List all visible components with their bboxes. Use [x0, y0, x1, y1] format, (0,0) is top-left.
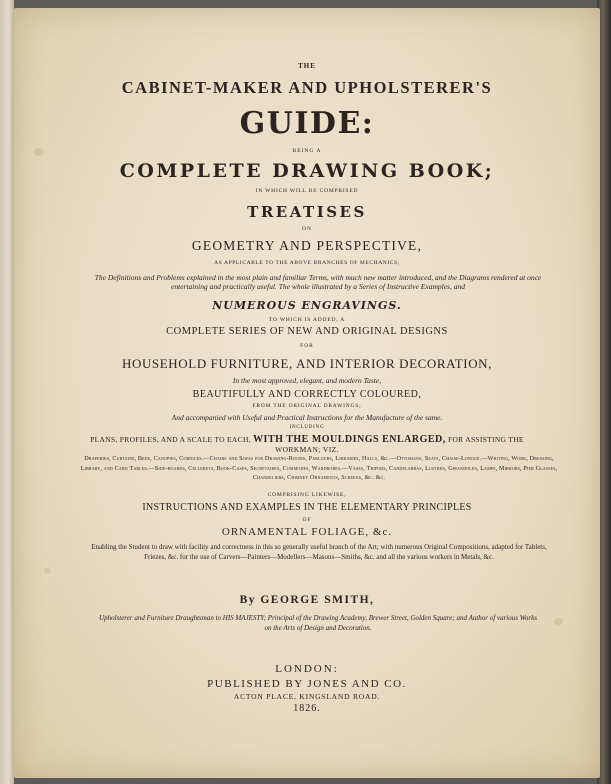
foxing-spot — [554, 618, 563, 625]
beautifully-heading: BEAUTIFULLY AND CORRECTLY COLOURED, — [192, 389, 422, 400]
geometry-heading: GEOMETRY AND PERSPECTIVE, — [191, 238, 423, 253]
draperies-paragraph: Draperies, Curtains, Beds, Canopies, Cornices.—Chairs and Sofas for Drawing-Rooms, Parlours, Libraries, Halls, &c.—Ottomans, Seats, Chaise-Longue.—Writing, Work, Dressing, Library, and Card Tables.—Side-boards, Cellerets, Book-Cases, Secretaires, Commodes, Wardrobes.—Vases, Tripods, Candelabras, Lustres, Girandoles, Lamps, Mirrors, Pier Glasses, Chandeliers, Chimney Ornaments, Screens, &c. &c. — [80, 455, 558, 481]
applicable-line: AS APPLICABLE TO THE ABOVE BRANCHES OF MECHANICS; — [214, 260, 400, 266]
guide-heading: GUIDE: — [239, 106, 375, 141]
definitions-paragraph: The Definitions and Problems explained in the most plain and familiar Terms, with much new matter introduced, and the Diagrams rendered at once entertaining and practically useful. The whole illustrated by a Series of Instructive Examples, and — [94, 273, 542, 291]
most-approved-line: In the most approved, elegant, and modern Taste, — [232, 376, 382, 385]
from-original-line: FROM THE ORIGINAL DRAWINGS; — [252, 403, 362, 409]
of-line: OF — [302, 517, 312, 523]
title-page — [14, 8, 600, 778]
instructions-heading: INSTRUCTIONS AND EXAMPLES IN THE ELEMENTARY PRINCIPLES — [142, 502, 472, 513]
to-which-line: TO WHICH IS ADDED, A — [268, 317, 346, 323]
foxing-spot — [44, 568, 51, 574]
enabling-paragraph: Enabling the Student to draw with facility and correctness in this so generally useful branch of the Art; with numerous Original Compositions, adapted for Tablets, Friezes, &c. for the use of Carvers—Painters—Modellers—Masons—Smiths, &c. and all the various workers in Metals, &c. — [91, 543, 547, 561]
mouldings-text: WITH THE MOULDINGS ENLARGED, — [253, 434, 446, 445]
workman-line: WORKMAN; VIZ. — [275, 445, 339, 454]
on-line: ON — [302, 226, 312, 232]
including-line: INCLUDING — [289, 425, 325, 430]
main-title: CABINET-MAKER AND UPHOLSTERER'S — [121, 78, 493, 97]
plans-line — [14, 434, 600, 445]
accompanied-line: And accompanied with Useful and Practical Instructions for the Manufacture of the same. — [171, 413, 443, 422]
ornamental-heading: ORNAMENTAL FOLIAGE, &c. — [221, 526, 393, 538]
imprint-city: LONDON: — [275, 663, 339, 675]
author-line: By GEORGE SMITH, — [239, 594, 375, 606]
complete-series-heading: COMPLETE SERIES OF NEW AND ORIGINAL DESIGNS — [166, 326, 448, 337]
household-heading: HOUSEHOLD FURNITURE, AND INTERIOR DECORATION, — [121, 356, 493, 371]
the-line: THE — [298, 62, 316, 70]
author-credentials: Upholsterer and Furniture Draughtsman to HIS MAJESTY; Principal of the Drawing Academy, Brewer Street, Golden Square; and Author of various Works on the Arts of Design and Decoration. — [99, 614, 537, 632]
plans-text: PLANS, PROFILES, AND A SCALE TO EACH, — [90, 435, 251, 444]
comprising-line: COMPRISING LIKEWISE, — [267, 492, 347, 498]
for-line: FOR — [300, 343, 314, 349]
numerous-engravings-heading: NUMEROUS ENGRAVINGS. — [212, 299, 402, 312]
in-which-line: IN WHICH WILL BE COMPRISED — [255, 188, 359, 194]
treatises-heading: TREATISES — [247, 203, 367, 221]
imprint-publisher: PUBLISHED BY JONES AND CO. — [207, 678, 407, 690]
being-a-line: BEING A — [292, 148, 322, 154]
book-spine-edge — [0, 0, 14, 784]
imprint-year: 1826. — [293, 703, 321, 714]
for-assisting-text: FOR ASSISTING THE — [447, 435, 524, 444]
drawing-book-heading: COMPLETE DRAWING BOOK; — [119, 160, 495, 182]
imprint-address: ACTON PLACE, KINGSLAND ROAD. — [233, 692, 381, 701]
